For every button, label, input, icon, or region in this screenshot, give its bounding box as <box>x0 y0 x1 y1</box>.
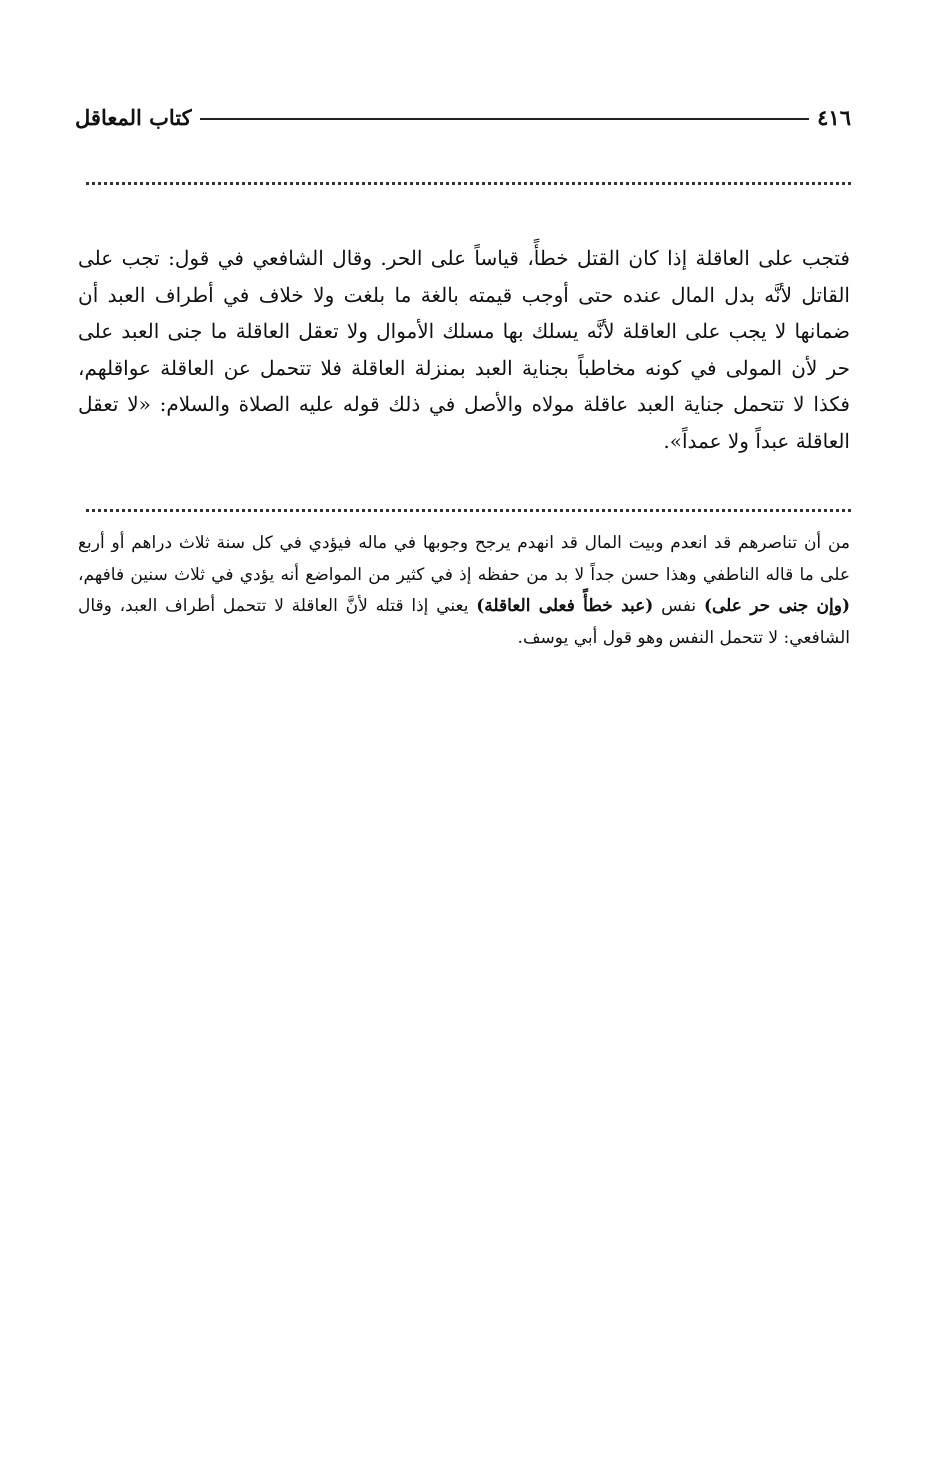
book-title: كتاب المعاقل <box>75 104 192 130</box>
commentary-quote-1: (وإن جنى حر على) <box>703 596 851 616</box>
commentary-text-2: نفس <box>653 596 704 616</box>
dotted-separator-top <box>86 182 851 185</box>
main-text <box>78 240 850 459</box>
main-paragraph: فتجب على العاقلة إذا كان القتل خطأً، قياساً على الحر. وقال الشافعي في قول: تجب على القاتل لأنَّه بدل المال عنده حتى أوجب قيمته بالغة ما بلغت ولا خلاف في أطراف العبد أن ضمانها لا يجب على العاقلة لأنَّه يسلك بها مسلك الأموال ولا تعقل العاقلة ما جنى العبد على حر لأن المولى في كونه مخاطباً بجناية العبد بمنزلة العاقلة فلا تتحمل عن العاقلة عواقلهم، فكذا لا تتحمل جناية العبد عاقلة مولاه والأصل في ذلك قوله عليه الصلاة والسلام: «لا تعقل العاقلة عبداً ولا عمداً». <box>78 246 850 453</box>
commentary-quote-2: (عبد خطأً فعلى العاقلة) <box>476 596 654 616</box>
running-header <box>75 100 851 134</box>
commentary-text-3: يعني إذا قتله لأنَّ العاقلة لا تتحمل أطراف العبد، وقال الشافعي: لا تتحمل النفس وهو قول أبي يوسف. <box>78 596 850 648</box>
commentary <box>78 528 850 654</box>
commentary-text-1: من أن تناصرهم قد انعدم وبيت المال قد انهدم يرجح وجوبها في ماله فيؤدي في كل سنة ثلاث دراهم أو أربع على ما قاله الناطفي وهذا حسن جداً لا بد من حفظه إذ في كثير من المواضع أنه يؤدي في ثلاث سنين فافهم، <box>78 533 850 585</box>
dotted-separator-commentary <box>86 509 851 512</box>
header-rule <box>200 118 809 120</box>
page-number: ٤١٦ <box>817 104 851 130</box>
commentary-paragraph <box>78 528 850 654</box>
